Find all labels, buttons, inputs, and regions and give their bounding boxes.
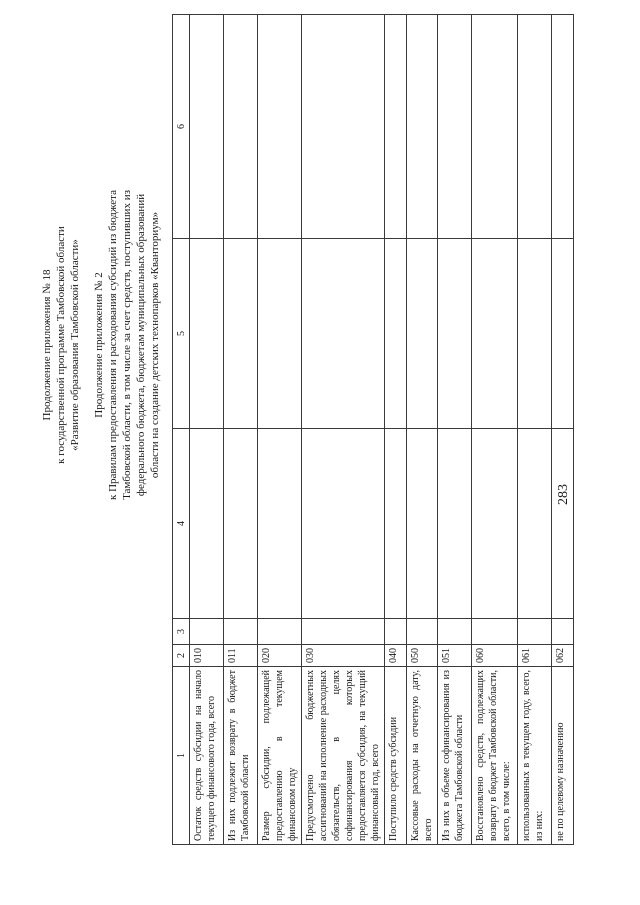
row-code: 060 (472, 645, 518, 667)
table-row (472, 15, 518, 845)
row-code: 020 (258, 645, 302, 667)
column-number: 3 (173, 619, 190, 645)
table-row (224, 15, 258, 845)
row-code: 040 (385, 645, 407, 667)
header-line: «Развитие образования Тамбовской области» (69, 239, 81, 451)
row-code: 011 (224, 645, 258, 667)
column-number: 5 (173, 239, 190, 429)
table-row (258, 15, 302, 845)
row-code: 062 (552, 645, 574, 667)
table-row (438, 15, 472, 845)
column-number-row (173, 15, 190, 845)
table-row (518, 15, 552, 845)
row-code: 030 (302, 645, 385, 667)
row-description: Поступило средств субсидии (385, 667, 407, 845)
row-code: 051 (438, 645, 472, 667)
header-line: Продолжение приложения № 2 (93, 272, 105, 418)
table-row (302, 15, 385, 845)
row-code: 061 (518, 645, 552, 667)
table-row (552, 15, 574, 845)
column-number: 1 (173, 667, 190, 845)
appendix-header (40, 85, 162, 605)
header-line: Продолжение приложения № 18 (41, 269, 53, 421)
row-code: 010 (190, 645, 224, 667)
header-line: Тамбовской области, в том числе за счет средств, поступивших из (121, 190, 133, 500)
table-row (407, 15, 438, 845)
header-line: к государственной программе Тамбовской области (55, 226, 67, 464)
header-line: к Правилам предоставления и расходования субсидий из бюджета (107, 190, 119, 500)
row-description: Кассовые расходы на отчетную дату, всего (407, 667, 438, 845)
header-line: области на создание детских технопарков «Кванториум» (149, 211, 161, 479)
row-description: Остаток средств субсидии на начало текущего финансового года, всего (190, 667, 224, 845)
column-number: 4 (173, 429, 190, 619)
row-code: 050 (407, 645, 438, 667)
table-row (190, 15, 224, 845)
row-description: Из них в объеме софинансирования из бюджета Тамбовской области (438, 667, 472, 845)
row-description: Размер субсидии, подлежащей предоставлению в текущем финансовом году (258, 667, 302, 845)
row-description: Из них подлежит возврату в бюджет Тамбовской области (224, 667, 258, 845)
page-number: 283 (556, 484, 571, 505)
row-description: Предусмотрено бюджетных ассигнований на исполнение расходных обязательств, в целях софинансирования которых предоставляется субсидия, на текущий финансовый год, всего (302, 667, 385, 845)
header-line: федерального бюджета, бюджетам муниципальных образований (135, 193, 147, 497)
row-description: не по целевому назначению (552, 667, 574, 845)
subsidy-report-table (172, 14, 574, 845)
column-number: 6 (173, 15, 190, 239)
table-row (385, 15, 407, 845)
row-description: использованных в текущем году, всего, из них: (518, 667, 552, 845)
row-description: Восстановлено средств, подлежащих возврату в бюджет Тамбовской области, всего, в том числе: (472, 667, 518, 845)
column-number: 2 (173, 645, 190, 667)
